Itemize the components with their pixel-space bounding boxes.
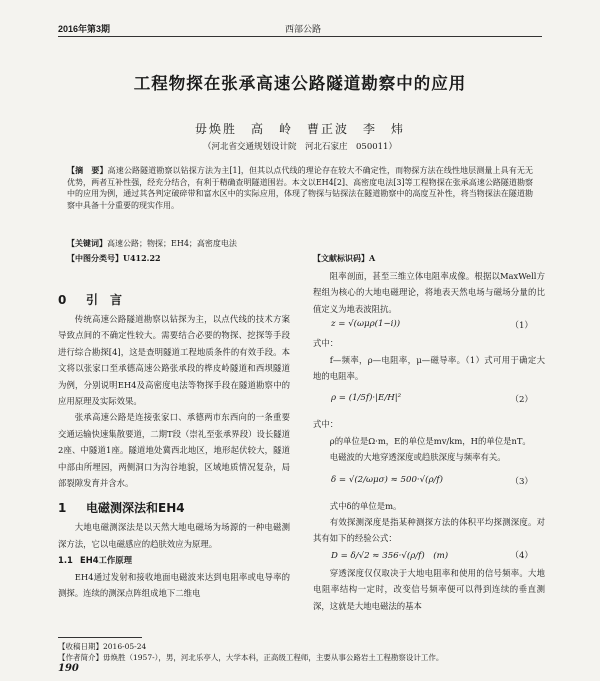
authors: 毋焕胜 高 岭 曹正波 李 炜 [194,122,405,136]
footnote-received: 【收稿日期】2016-05-24 [58,642,147,651]
keywords-label: 【关键词】 [67,238,107,248]
section-heading-intro [58,291,290,311]
paragraph: 式中δ的单位是m。 [329,500,402,511]
left-column [58,285,290,602]
equation-expr: z = √(ωμρ(1−i)) [331,319,401,330]
clc-code [67,253,161,264]
header-rule [58,36,542,37]
paragraph: 传统高速公路隧道勘察以钻探为主，以点代线的技术方案导致点间的不确定性较大。需要结合必要的物探、挖探等手段进行综合勘探[4]，这是查明隧道工程地质条件的有效手段。本文将以张家口至承德高速公路张承段的桦皮岭隧道和西坝隧道为例，分别说明EH4及高密度电法等物探手段在隧道勘察中的应用原理及实际效果。 [58,314,290,407]
subsection-heading-1-1 [58,552,290,568]
equation-3 [313,466,545,498]
equation-4 [313,547,545,565]
equation-2 [313,384,545,416]
where-label: 式中： [313,338,339,349]
subsection-number: 1.1 [58,555,73,566]
footnote-author: 【作者简介】毋焕胜（1957-），男，河北乐亭人，大学本科，正高级工程师，主要从事公路岩土工程勘察设计工作。 [58,653,444,662]
paragraph: ρ的单位是Ω·m，E的单位是mv/km，H的单位是nT。 [329,435,531,446]
equation-expr: D = δ/√2 ≈ 356·√(ρ/f) (m) [331,550,449,561]
paragraph: EH4通过发射和接收地面电磁波来达到电阻率或电导率的测探。连续的测深点阵组成地下二维电 [58,571,290,599]
doc-value: A [369,253,376,263]
subsection-title: EH4工作原理 [80,555,133,566]
equation-number: （1） [510,321,533,332]
page-number: 190 [58,663,79,674]
paragraph: 阻率剖面，甚至三维立体电阻率成像。根据以MaxWell方程组为核心的大地电磁理论，将地表天然电场与磁场分量的比值定义为地表波阻抗。 [313,271,545,314]
journal-name: 西部公路 [285,24,322,34]
affiliation: （河北省交通规划设计院 河北石家庄 050011） [203,142,397,152]
paragraph: 大地电磁测深法是以天然大地电磁场为场源的一种电磁测深方法，它以电磁感应的趋肤效应为原理。 [58,522,290,549]
keywords-text: 高速公路；物探；EH4；高密度电法 [107,239,237,248]
paragraph: 穿透深度仅仅取决于大地电阻率和使用的信号频率。大地电阻率结构一定时，改变信号频率便可以得到连续的垂直测深，这就是大地电磁法的基本 [313,567,545,611]
paragraph: 张承高速公路是连接张家口、承德两市东西向的一条重要交通运输快速集散要道，二期T段（崇礼至张承界段）设长隧道2座、中隧道1座。隧道地处冀西北地区，地形起伏较大，隧道中部由所埋园，两侧洞口为沟谷地貌，区域地质情况复杂，局部裂隙发育并含水。 [58,412,290,489]
footnote-rule [58,637,142,638]
equation-expr: δ = √(2/ωμσ) ≈ 500·√(ρ/f) [331,474,443,485]
abstract-label: 【摘 要】 [67,165,108,175]
equation-1 [313,317,545,335]
paragraph: 有效探测深度是指某种测探方法的体积平均探测深度。对其有如下的经验公式： [313,517,545,544]
section-title: 引 言 [86,293,123,307]
paragraph: 电磁波的大地穿透深度或趋肤深度与频率有关。 [329,452,506,463]
section-title: 电磁测深法和EH4 [86,501,185,516]
keywords [67,238,533,249]
right-column [313,271,545,614]
doc-code [313,253,375,264]
section-number: 1 [58,501,67,516]
equation-number: （4） [510,550,533,561]
equation-number: （2） [510,395,533,406]
equation-expr: ρ = (1/5f)·|E/H|² [331,393,402,404]
equation-number: （3） [510,476,533,487]
clc-label: 【中图分类号】 [67,253,123,263]
section-number: 0 [58,293,67,307]
abstract-text: 高速公路隧道勘察以钻探方法为主[1]，但其以点代线的理论存在较大不确定性，而物探方法在线性地层测量上具有无无优势，两者互补性强，经充分结合，有利于精确查明隧道围岩。本文以EH4[2]、高密度电法[3]等工程物探在张承高速公路隧道勘察中的应用为例，通过其各判定破碎带和富水区中的实际应用，体现了物探与钻探法在隧道勘察中的高度互补性，将当物探法在隧道勘察中具备十分重要的现实作用。 [67,166,534,210]
clc-value: U412.22 [123,253,161,263]
journal-issue: 2016年第3期 [58,24,111,34]
article-title: 工程物探在张承高速公路隧道勘察中的应用 [133,74,467,93]
where-label: 式中： [313,419,339,430]
paragraph: f—频率，ρ—电阻率，μ—磁导率。（1）式可用于确定大地的电阻率。 [313,354,545,382]
section-heading-1 [58,499,290,519]
abstract [67,165,533,211]
doc-label: 【文献标识码】 [313,253,369,263]
